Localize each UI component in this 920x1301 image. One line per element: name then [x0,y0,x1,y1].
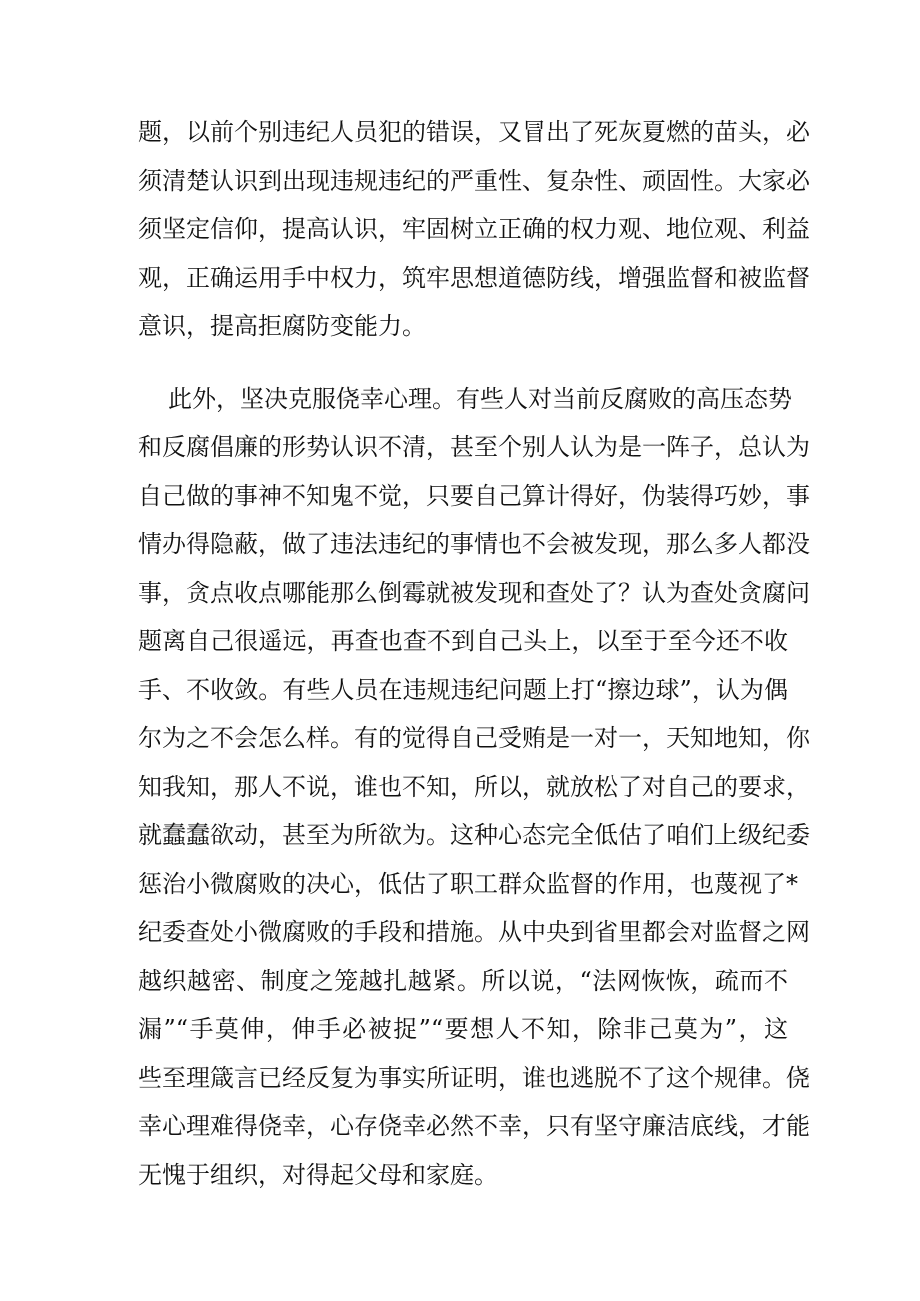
paragraph-2 [138,375,810,1200]
paragraph-line: 手、不收敛。有些人员在违规违纪问题上打“擦边球”，认为偶 [138,675,788,704]
document-body [138,108,810,1199]
paragraph-line: 事，贪点收点哪能那么倒霉就被发现和查处了？认为查处贪腐问 [138,578,810,607]
paragraph-line: 观，正确运用手中权力，筑牢思想道德防线，增强监督和被监督 [138,263,810,292]
paragraph-line: 须清楚认识到出现违规违纪的严重性、复杂性、顽固性。大家必 [138,166,810,195]
paragraph-spacer [138,351,788,375]
paragraph-line: 些至理箴言已经反复为事实所证明，谁也逃脱不了这个规律。侥 [138,1063,810,1092]
paragraph-line: 越织越密、制度之笼越扎越紧。所以说，“法网恢恢，疏而不 [138,966,788,995]
paragraph-line: 知我知，那人不说，谁也不知，所以，就放松了对自己的要求， [138,772,810,801]
paragraph-line: 惩治小微腐败的决心，低估了职工群众监督的作用，也蔑视了* [138,869,798,898]
paragraph-line: 题，以前个别违纪人员犯的错误，又冒出了死灰夏燃的苗头，必 [138,118,810,146]
paragraph-line: 漏”“手莫伸，伸手必被捉”“要想人不知，除非己莫为”，这 [138,1015,788,1043]
paragraph-line: 情办得隐蔽，做了违法违纪的事情也不会被发现，那么多人都没 [138,530,810,558]
paragraph-line: 无愧于组织，对得起父母和家庭。 [138,1160,498,1189]
paragraph-line: 和反腐倡廉的形势认识不清，甚至个别人认为是一阵子，总认为 [138,433,810,461]
paragraph-line: 自己做的事神不知鬼不觉，只要自己算计得好，伪装得巧妙，事 [138,481,810,510]
paragraph-line: 此外，坚决克服侥幸心理。有些人对当前反腐败的高压态势 [168,384,792,413]
paragraph-line: 意识，提高拒腐防变能力。 [138,312,426,340]
paragraph-line: 纪委查处小微腐败的手段和措施。从中央到省里都会对监督之网 [138,918,810,946]
paragraph-1 [138,108,810,351]
paragraph-line: 尔为之不会怎么样。有的觉得自己受贿是一对一，天知地知，你 [138,724,810,752]
paragraph-line: 须坚定信仰，提高认识，牢固树立正确的权力观、地位观、利益 [138,215,810,243]
paragraph-line: 幸心理难得侥幸，心存侥幸必然不幸，只有坚守廉洁底线，才能 [138,1112,810,1140]
paragraph-line: 题离自己很遥远，再查也查不到自己头上，以至于至今还不收 [138,627,788,655]
paragraph-line: 就蠢蠢欲动，甚至为所欲为。这种心态完全低估了咱们上级纪委 [138,821,810,849]
